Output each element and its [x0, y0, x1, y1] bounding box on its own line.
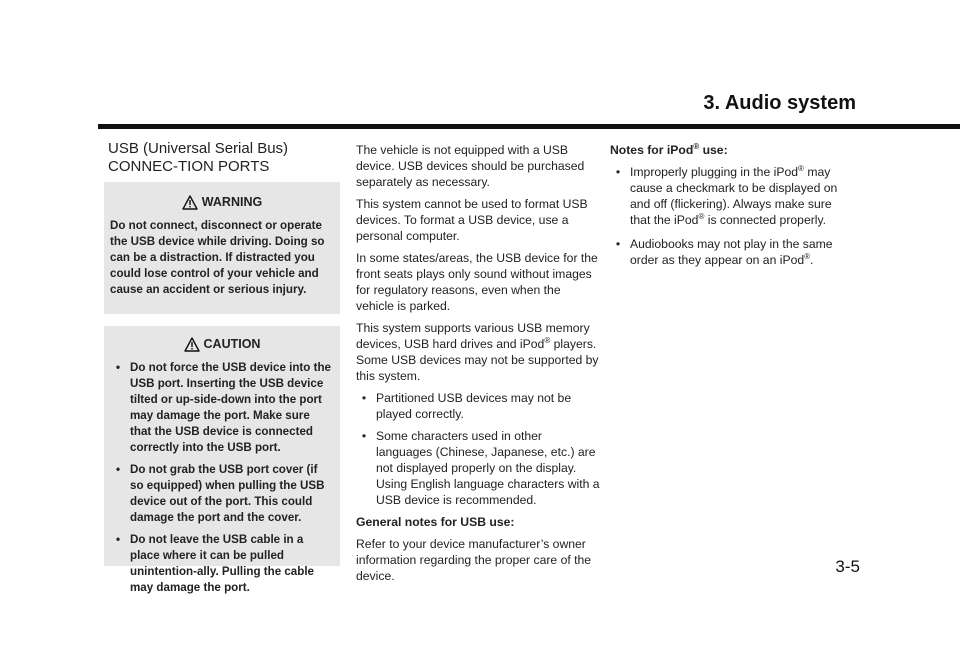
warning-box [104, 182, 340, 314]
list-item: • Improperly plugging in the iPod® may cause a checkmark to be displayed on and off (flickering). Always make sure that the iPod® is connected properly. [610, 164, 854, 228]
ipod-notes-list [610, 164, 854, 268]
warning-heading: WARNING [201, 195, 263, 209]
column-right [610, 142, 854, 276]
list-item: • Partitioned USB devices may not be played correctly. [356, 390, 600, 422]
bullet: • [115, 533, 121, 546]
bullet: • [115, 463, 121, 476]
paragraph: This system cannot be used to format USB devices. To format a USB device, use a personal computer. [356, 197, 588, 243]
paragraph: The vehicle is not equipped with a USB device. USB devices should be purchased separately as necessary. [356, 143, 585, 189]
column-middle [356, 142, 600, 590]
warning-text: Do not connect, disconnect or operate the USB device while driving. Doing so can be a distraction. If distracted you could lose control of your vehicle and cause an accident or serious injury. [110, 219, 325, 296]
warning-heading-row [110, 194, 334, 210]
caution-box [104, 326, 340, 594]
caution-heading: CAUTION [203, 337, 261, 351]
list-item: • Do not leave the USB cable in a place where it can be pulled unintention-ally. Pulling the cable may damage the port. [110, 532, 334, 596]
paragraph: Refer to your device manufacturer’s owner information regarding the proper care of the device. [356, 537, 592, 583]
usb-notes-list [356, 390, 600, 508]
list-item: • Do not force the USB device into the USB port. Inserting the USB device tilted or up-side-down into the port may damage the port. Make sure that the USB device is connected correctly into the USB port. [110, 360, 334, 456]
header-rule [98, 124, 960, 129]
list-item: • Do not grab the USB port cover (if so equipped) when pulling the USB device out of the port. This could damage the port and the cover. [110, 462, 334, 526]
registered-mark: ® [693, 141, 700, 151]
registered-mark: ® [804, 251, 811, 261]
registered-mark: ® [698, 211, 705, 221]
bullet: • [361, 391, 367, 405]
paragraph: In some states/areas, the USB device for the front seats plays only sound without images for regulatory reasons, even when the vehicle is parked. [356, 251, 598, 313]
paragraph: This system supports various USB memory devices, USB hard drives and iPod® players. Some USB devices may not be supported by this system. [356, 321, 599, 383]
bullet: • [615, 165, 621, 179]
subheading: General notes for USB use: [356, 515, 515, 529]
bullet: • [115, 361, 121, 374]
ipod-notes-heading: Notes for iPod® use: [610, 141, 728, 157]
list-item: • Some characters used in other languages (Chinese, Japanese, etc.) are not displayed properly on the display. Using English language characters with a USB device is recommended. [356, 428, 600, 508]
column-left [108, 140, 348, 594]
list-item: • Audiobooks may not play in the same order as they appear on an iPod®. [610, 236, 854, 268]
registered-mark: ® [798, 163, 804, 173]
section-header-title: 3. Audio system [703, 92, 856, 114]
caution-heading-row [110, 336, 334, 352]
warning-triangle-icon [184, 337, 200, 352]
bullet: • [615, 237, 621, 251]
caution-list [110, 360, 334, 596]
page-number: 3-5 [835, 557, 860, 576]
bullet: • [361, 429, 367, 443]
section-title: USB (Universal Serial Bus) CONNEC-TION PORTS [108, 140, 289, 175]
warning-triangle-icon [182, 195, 198, 210]
registered-mark: ® [544, 335, 551, 345]
